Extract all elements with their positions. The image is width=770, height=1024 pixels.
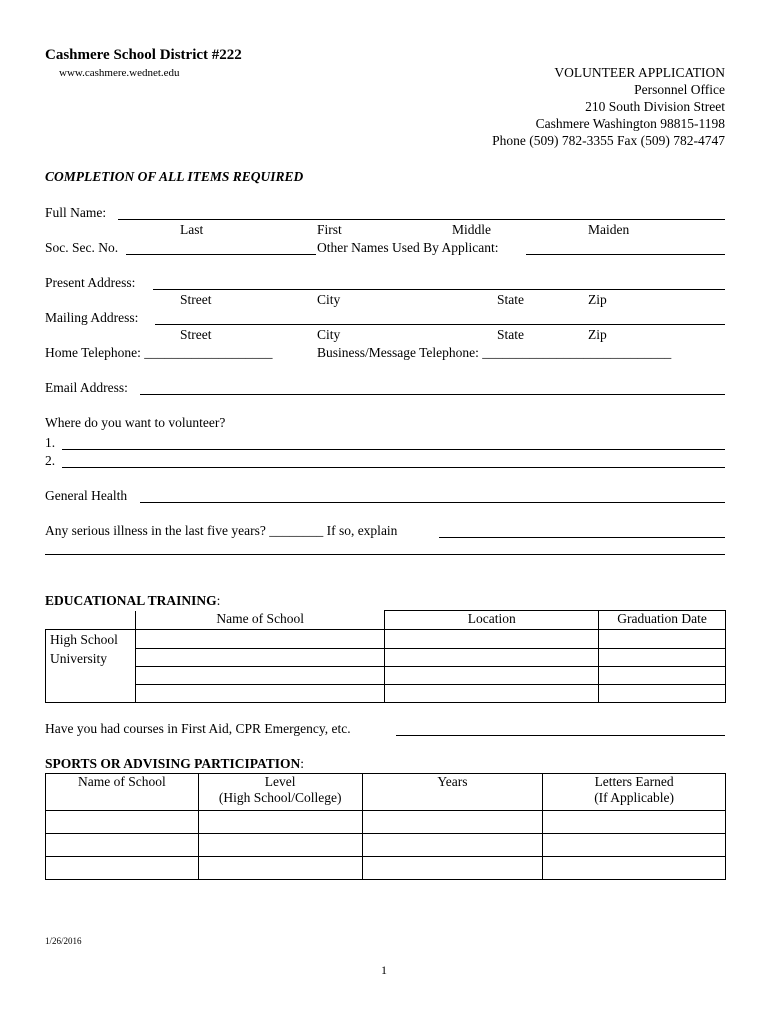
mailing-state-caption: State bbox=[497, 327, 524, 342]
required-notice: COMPLETION OF ALL ITEMS REQUIRED bbox=[45, 169, 304, 184]
sports-heading-colon: : bbox=[300, 756, 304, 771]
office-phone: Phone (509) 782-3355 Fax (509) 782-4747 bbox=[492, 133, 725, 148]
name-first-caption: First bbox=[317, 222, 342, 237]
sports-cell[interactable] bbox=[543, 857, 726, 880]
education-row-university: University bbox=[50, 651, 107, 666]
present-city-caption: City bbox=[317, 292, 341, 307]
revision-date: 1/26/2016 bbox=[45, 936, 82, 946]
other-names-field[interactable] bbox=[526, 254, 725, 255]
illness-question: Any serious illness in the last five years? ________ If so, explain bbox=[45, 523, 398, 538]
illness-explain-field[interactable] bbox=[439, 537, 725, 538]
volunteer-choice-1-label: 1. bbox=[45, 435, 56, 450]
education-col-location: Location bbox=[385, 611, 599, 630]
sports-cell[interactable] bbox=[362, 811, 543, 834]
education-cell[interactable] bbox=[385, 630, 599, 649]
education-cell[interactable] bbox=[599, 685, 726, 703]
volunteer-choice-1-field[interactable] bbox=[62, 449, 725, 450]
sports-cell[interactable] bbox=[362, 834, 543, 857]
sports-col-school: Name of School bbox=[46, 774, 199, 811]
sports-col-level-line1: Level bbox=[264, 774, 296, 789]
district-name: Cashmere School District #222 bbox=[45, 47, 242, 63]
sports-col-letters-line2: (If Applicable) bbox=[594, 790, 675, 805]
illness-explain-field-2[interactable] bbox=[45, 554, 725, 555]
education-cell[interactable] bbox=[385, 685, 599, 703]
mailing-city-caption: City bbox=[317, 327, 341, 342]
education-cell[interactable] bbox=[599, 630, 726, 649]
sports-heading bbox=[45, 756, 304, 772]
business-telephone-field[interactable]: Business/Message Telephone: ____________________________ bbox=[317, 345, 672, 360]
mailing-street-caption: Street bbox=[180, 327, 212, 342]
sports-cell[interactable] bbox=[543, 834, 726, 857]
name-maiden-caption: Maiden bbox=[588, 222, 630, 237]
full-name-field[interactable] bbox=[118, 219, 725, 220]
present-address-field[interactable] bbox=[153, 289, 725, 290]
other-names-label: Other Names Used By Applicant: bbox=[317, 240, 499, 255]
general-health-label: General Health bbox=[45, 488, 128, 503]
sports-cell[interactable] bbox=[198, 857, 362, 880]
education-corner-cell bbox=[46, 611, 136, 630]
ssn-field[interactable] bbox=[126, 254, 316, 255]
education-col-school: Name of School bbox=[135, 611, 385, 630]
general-health-field[interactable] bbox=[140, 502, 725, 503]
first-aid-question: Have you had courses in First Aid, CPR Emergency, etc. bbox=[45, 721, 351, 736]
sports-heading-text: SPORTS OR ADVISING PARTICIPATION bbox=[45, 756, 301, 771]
mailing-address-label: Mailing Address: bbox=[45, 310, 139, 325]
sports-cell[interactable] bbox=[46, 811, 199, 834]
education-row-high-school: High School bbox=[50, 632, 118, 647]
education-level-cell bbox=[46, 630, 136, 703]
sports-cell[interactable] bbox=[198, 834, 362, 857]
education-cell[interactable] bbox=[135, 667, 385, 685]
education-cell[interactable] bbox=[599, 649, 726, 667]
education-heading-colon: : bbox=[216, 593, 221, 608]
education-cell[interactable] bbox=[385, 649, 599, 667]
education-table bbox=[45, 610, 726, 703]
present-street-caption: Street bbox=[180, 292, 212, 307]
office-name: Personnel Office bbox=[634, 82, 725, 97]
volunteer-choice-2-label: 2. bbox=[45, 453, 56, 468]
email-field[interactable] bbox=[140, 394, 725, 395]
sports-cell[interactable] bbox=[543, 811, 726, 834]
sports-col-letters bbox=[543, 774, 726, 811]
first-aid-field[interactable] bbox=[396, 735, 725, 736]
education-cell[interactable] bbox=[135, 685, 385, 703]
sports-cell[interactable] bbox=[46, 834, 199, 857]
education-col-graduation: Graduation Date bbox=[599, 611, 726, 630]
page-number: 1 bbox=[381, 963, 387, 977]
home-telephone-field[interactable]: Home Telephone: ___________________ bbox=[45, 345, 273, 360]
name-middle-caption: Middle bbox=[452, 222, 491, 237]
sports-cell[interactable] bbox=[362, 857, 543, 880]
mailing-zip-caption: Zip bbox=[588, 327, 607, 342]
name-last-caption: Last bbox=[180, 222, 204, 237]
email-label: Email Address: bbox=[45, 380, 128, 395]
present-zip-caption: Zip bbox=[588, 292, 607, 307]
volunteer-choice-2-field[interactable] bbox=[62, 467, 725, 468]
education-heading bbox=[45, 593, 220, 609]
sports-col-level-line2: (High School/College) bbox=[218, 790, 342, 805]
sports-table bbox=[45, 773, 726, 880]
education-cell[interactable] bbox=[135, 630, 385, 649]
sports-cell[interactable] bbox=[198, 811, 362, 834]
office-city: Cashmere Washington 98815-1198 bbox=[535, 116, 725, 131]
education-cell[interactable] bbox=[135, 649, 385, 667]
sports-col-years: Years bbox=[362, 774, 543, 811]
sports-cell[interactable] bbox=[46, 857, 199, 880]
sports-col-letters-line1: Letters Earned bbox=[594, 774, 674, 789]
sports-col-level bbox=[198, 774, 362, 811]
form-title: VOLUNTEER APPLICATION bbox=[554, 65, 725, 80]
present-state-caption: State bbox=[497, 292, 524, 307]
present-address-label: Present Address: bbox=[45, 275, 136, 290]
volunteer-question: Where do you want to volunteer? bbox=[45, 415, 226, 430]
office-street: 210 South Division Street bbox=[585, 99, 725, 114]
full-name-label: Full Name: bbox=[45, 205, 107, 220]
education-cell[interactable] bbox=[599, 667, 726, 685]
mailing-address-field[interactable] bbox=[155, 324, 725, 325]
ssn-label: Soc. Sec. No. bbox=[45, 240, 119, 255]
education-heading-text: EDUCATIONAL TRAINING bbox=[45, 593, 217, 608]
education-cell[interactable] bbox=[385, 667, 599, 685]
district-website[interactable]: www.cashmere.wednet.edu bbox=[59, 67, 180, 79]
